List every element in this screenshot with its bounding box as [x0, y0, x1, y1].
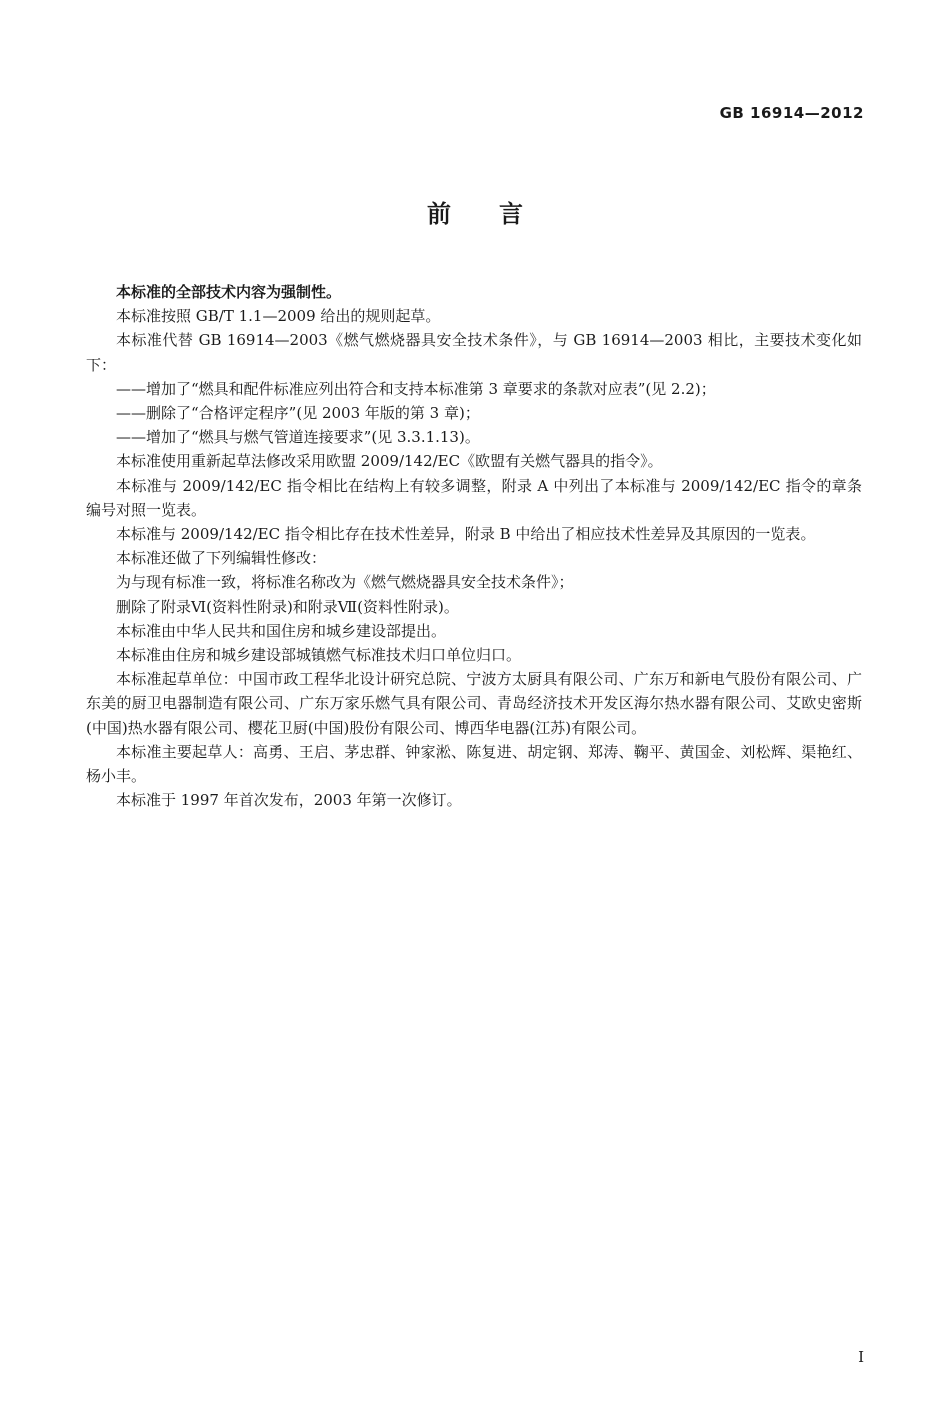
editorial-change-item: 为与现有标准一致，将标准名称改为《燃气燃烧器具安全技术条件》； — [116, 573, 574, 592]
standard-code: GB 16914—2012 — [719, 104, 864, 122]
history-paragraph: 本标准于 1997 年首次发布，2003 年第一次修订。 — [116, 791, 462, 810]
structure-difference-paragraph: 本标准与 2009/142/EC 指令相比在结构上有较多调整，附录 A 中列出了本标准与 2009/142/EC 指令的章条编号对照一览表。 — [86, 476, 862, 519]
drafting-units-paragraph: 本标准起草单位：中国市政工程华北设计研究总院、宁波方太厨具有限公司、广东万和新电气股份有限公司、广东美的厨卫电器制造有限公司、广东万家乐燃气具有限公司、青岛经济技术开发区海尔热水器有限公司、艾欧史密斯(中国)热水器有限公司、樱花卫厨(中国)股份有限公司、博西华电器(江苏)有限公司。 — [86, 670, 862, 737]
technical-difference-paragraph: 本标准与 2009/142/EC 指令相比存在技术性差异，附录 B 中给出了相应技术性差异及其原因的一览表。 — [116, 525, 816, 544]
technical-committee-paragraph: 本标准由住房和城乡建设部城镇燃气标准技术归口单位归口。 — [116, 646, 522, 665]
adoption-paragraph: 本标准使用重新起草法修改采用欧盟 2009/142/EC《欧盟有关燃气器具的指令》。 — [116, 452, 663, 471]
drafters-paragraph: 本标准主要起草人：高勇、王启、茅忠群、钟家淞、陈复进、胡定钢、郑涛、鞠平、黄国金、刘松辉、渠艳红、杨小丰。 — [86, 742, 862, 786]
mandatory-statement: 本标准的全部技术内容为强制性。 — [116, 283, 342, 301]
editorial-changes-paragraph: 本标准还做了下列编辑性修改： — [116, 549, 327, 568]
foreword-body — [86, 280, 862, 812]
replacement-paragraph: 本标准代替 GB 16914—2003《燃气燃烧器具安全技术条件》，与 GB 16914—2003 相比，主要技术变化如下： — [86, 331, 862, 374]
proposer-paragraph: 本标准由中华人民共和国住房和城乡建设部提出。 — [116, 621, 447, 640]
page-number: I — [858, 1348, 864, 1366]
change-item: ——增加了“燃具和配件标准应列出符合和支持本标准第 3 章要求的条款对应表”(见 2.2)； — [116, 379, 716, 398]
page-title: 前言 — [427, 200, 571, 228]
change-item: ——删除了“合格评定程序”(见 2003 年版的第 3 章)； — [116, 404, 480, 423]
editorial-change-item: 删除了附录Ⅵ(资料性附录)和附录Ⅶ(资料性附录)。 — [116, 597, 459, 616]
change-item: ——增加了“燃具与燃气管道连接要求”(见 3.3.1.13)。 — [116, 428, 480, 447]
drafting-rules-paragraph: 本标准按照 GB/T 1.1—2009 给出的规则起草。 — [116, 307, 441, 326]
